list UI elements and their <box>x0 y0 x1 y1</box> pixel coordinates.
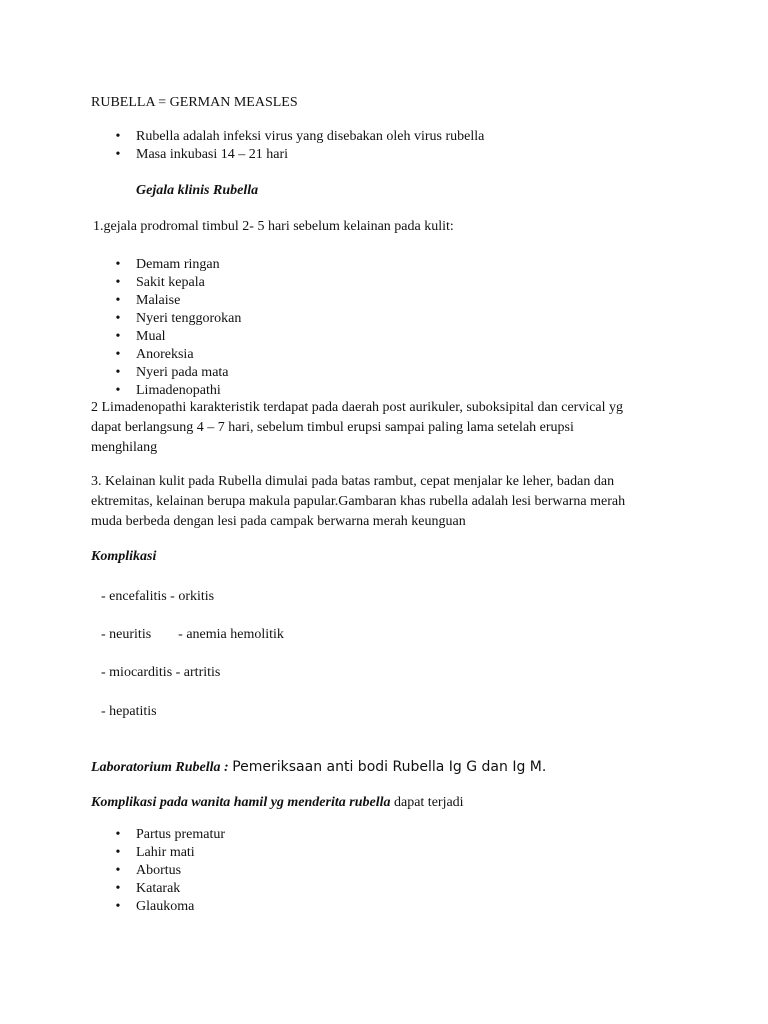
pregnancy-complication-label: Komplikasi pada wanita hamil yg menderita rubella <box>91 795 391 810</box>
list-item: • Demam ringan <box>0 256 768 274</box>
bullet-icon: • <box>115 275 121 290</box>
bullet-icon: • <box>115 899 121 914</box>
bullet-icon: • <box>115 365 121 380</box>
laboratorium-line <box>91 758 546 777</box>
pregnancy-complication-text: dapat terjadi <box>393 795 464 810</box>
pregnancy-bullet-list <box>0 826 768 916</box>
symptom-bullet-list <box>0 256 768 400</box>
bullet-icon: • <box>115 347 121 362</box>
bullet-icon: • <box>115 881 121 896</box>
paragraph-1: 1.gejala prodromal timbul 2- 5 hari sebelum kelainan pada kulit: <box>93 219 454 234</box>
bullet-icon: • <box>115 383 121 398</box>
complication-line: - encefalitis - orkitis <box>101 589 215 604</box>
list-item: • Sakit kepala <box>0 274 768 292</box>
paragraph-3: 3. Kelainan kulit pada Rubella dimulai pada batas rambut, cepat menjalar ke leher, badan dan ektremitas, kelainan berupa makula papular.Gambaran khas rubella adalah lesi berwarna merah muda berbeda dengan lesi pada campak berwarna merah keunguan <box>91 474 626 529</box>
list-item: • Limadenopathi <box>0 382 768 400</box>
complication-line: - miocarditis - artritis <box>101 665 221 680</box>
list-item: • Rubella adalah infeksi virus yang disebakan oleh virus rubella <box>0 128 768 146</box>
bullet-icon: • <box>115 845 121 860</box>
list-item: • Nyeri pada mata <box>0 364 768 382</box>
laboratorium-label: Laboratorium Rubella : <box>91 760 229 775</box>
bullet-icon: • <box>115 311 121 326</box>
list-item: • Abortus <box>0 862 768 880</box>
bullet-icon: • <box>115 257 121 272</box>
list-item: • Katarak <box>0 880 768 898</box>
bullet-icon: • <box>115 329 121 344</box>
intro-bullet-list <box>0 128 768 164</box>
list-item: • Lahir mati <box>0 844 768 862</box>
complication-line: - hepatitis <box>101 704 157 719</box>
bullet-icon: • <box>115 863 121 878</box>
document-title: RUBELLA = GERMAN MEASLES <box>91 95 298 110</box>
paragraph-2: 2 Limadenopathi karakteristik terdapat pada daerah post aurikuler, suboksipital dan cervical yg dapat berlangsung 4 – 7 hari, sebelum timbul erupsi sampai paling lama setelah erupsi menghilang <box>91 400 624 455</box>
bullet-icon: • <box>115 293 121 308</box>
bullet-icon: • <box>115 129 121 144</box>
bullet-icon: • <box>115 827 121 842</box>
laboratorium-text: Pemeriksaan anti bodi Rubella Ig G dan Ig M. <box>232 759 547 775</box>
list-item: • Nyeri tenggorokan <box>0 310 768 328</box>
list-item: • Masa inkubasi 14 – 21 hari <box>0 146 768 164</box>
bullet-icon: • <box>115 147 121 162</box>
list-item: • Malaise <box>0 292 768 310</box>
list-item: • Partus prematur <box>0 826 768 844</box>
section-heading-gejala: Gejala klinis Rubella <box>136 183 259 198</box>
complication-line: - neuritis - anemia hemolitik <box>101 627 284 642</box>
list-item: • Mual <box>0 328 768 346</box>
pregnancy-complication-line <box>91 794 464 812</box>
list-item: • Anoreksia <box>0 346 768 364</box>
list-item: • Glaukoma <box>0 898 768 916</box>
section-heading-komplikasi: Komplikasi <box>91 549 157 564</box>
